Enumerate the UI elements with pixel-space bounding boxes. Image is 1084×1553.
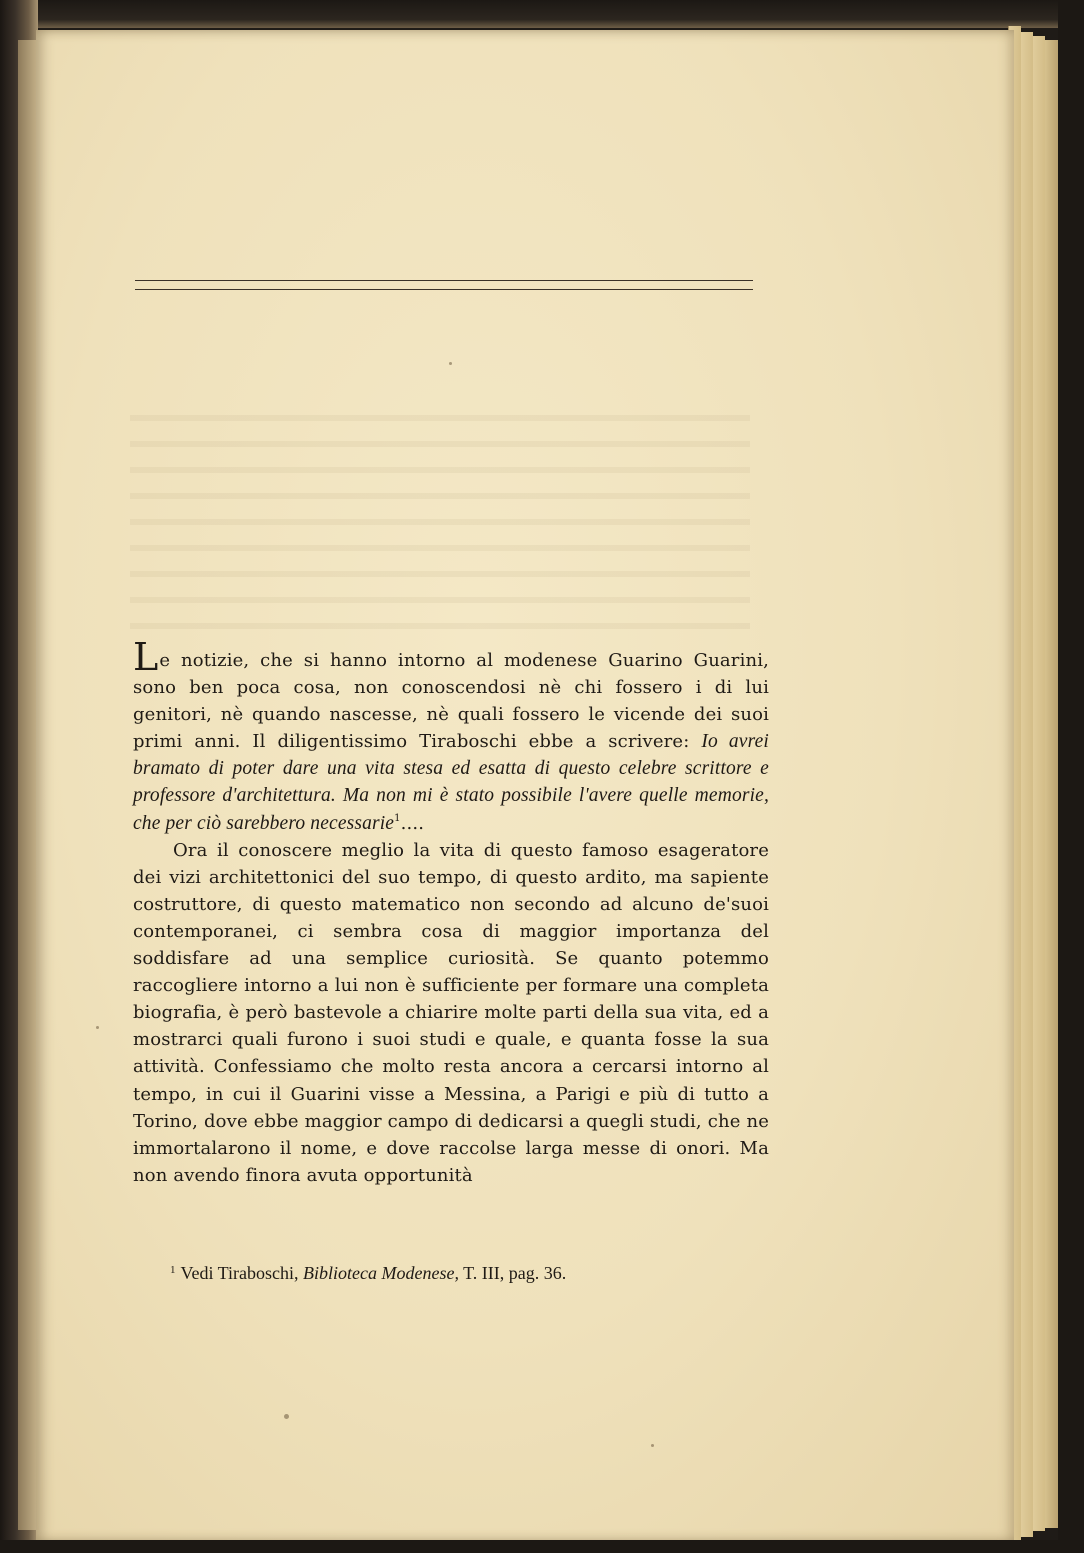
footnote: [170, 1261, 690, 1285]
footnote-prefix: Vedi Tiraboschi,: [180, 1263, 304, 1283]
reverse-page-show-through: [130, 395, 750, 635]
page-edge-stack: [1020, 32, 1033, 1537]
paper-speck: [96, 1026, 99, 1029]
header-double-rule-top: [135, 280, 753, 281]
footnote-suffix: T. III, pag. 36.: [458, 1263, 567, 1283]
footnote-mark: 1: [170, 1264, 176, 1276]
scan-right-border: [1058, 0, 1084, 1553]
paragraph-intro-tail: ....: [400, 812, 425, 834]
header-double-rule-bottom: [135, 289, 753, 290]
paragraph-second: Ora il conoscere meglio la vita di questo famoso esageratore dei vizi architettonici del suo tempo, di questo ardito, ma sapiente costruttore, di questo matematico non secondo ad alcuno de'suoi contemporanei, ci sembra cosa di maggior importanza del soddisfare ad una semplice curiosità. Se quanto potemmo raccogliere intorno a lui non è sufficiente per formare una completa biografia, è però bastevole a chiarire molte parti della sua vita, ed a mostrarci quali furono i suoi studi e quale, e quanta fosse la sua attività. Confessiamo che molto resta ancora a cercarsi intorno al tempo, in cui il Guarini visse a Messina, a Parigi e più di tutto a Torino, dove ebbe maggior campo di dedicarsi a quegli studi, che ne immortalarono il nome, e dove raccolse larga messe di onori. Ma non avendo finora avuta opportunità: [133, 839, 769, 1186]
body-text: [133, 635, 769, 1189]
footnote-title: Biblioteca Modenese,: [303, 1263, 459, 1283]
tiraboschi-quote: Io avrei bramato di poter dare una vita stesa ed esatta di questo celebre scrittore e professore d'architettura. Ma non mi è stato possibile l'avere quelle memorie, che per ciò sarebbero necessarie: [133, 731, 769, 834]
drop-cap: L: [133, 635, 159, 679]
page-edge-stack: [1032, 36, 1045, 1531]
footnote-reference: 1: [394, 812, 401, 824]
page-edge-stack: [1044, 40, 1059, 1528]
scan-bottom-border: [0, 1540, 1084, 1553]
paper-speck: [449, 362, 452, 365]
scan-top-border: [0, 0, 1084, 28]
paragraph-intro-lead: e notizie, che si hanno intorno al modenese Guarino Guarini, sono ben poca cosa, non conoscendosi nè chi fossero i di lui genitori, nè quando nascesse, nè quali fossero le vicende dei suoi primi anni. Il diligentissimo Tiraboschi ebbe a scrivere:: [133, 650, 769, 753]
paragraph-intro: [133, 635, 769, 837]
paper-speck: [651, 1444, 654, 1447]
paper-speck: [284, 1414, 289, 1419]
